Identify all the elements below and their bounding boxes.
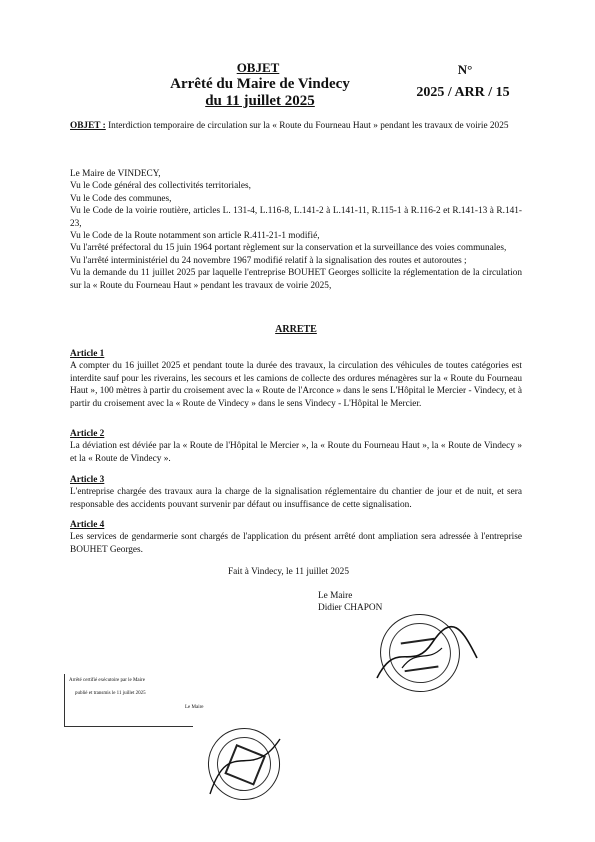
- article-3: [70, 474, 522, 511]
- document-title: Arrêté du Maire de Vindecy: [170, 76, 350, 92]
- object-block: [70, 120, 522, 132]
- object-text: Interdiction temporaire de circulation sur la « Route du Fourneau Haut » pendant les travaux de voirie 2025: [108, 121, 509, 131]
- preamble-line: Vu l'arrêté préfectoral du 15 juin 1964 portant règlement sur la conservation et la surveillance des voies communales,: [70, 243, 507, 254]
- preamble-line: Vu l'arrêté interministériel du 24 novembre 1967 modifié relatif à la signalisation des routes et autoroutes ;: [70, 255, 467, 266]
- object-label: OBJET :: [70, 121, 106, 131]
- certification-box: [64, 674, 204, 727]
- certification-signature: Le Maire: [185, 705, 204, 710]
- preamble-line: Vu le Code de la Route notamment son article R.411-21-1 modifié,: [70, 231, 320, 242]
- article-title: Article 2: [70, 429, 105, 439]
- arrete-heading: ARRETE: [275, 324, 317, 335]
- article-title: Article 1: [70, 349, 105, 359]
- number-label: N°: [457, 62, 473, 77]
- mayor-signature-icon: [372, 618, 482, 688]
- document-date: du 11 juillet 2025: [205, 93, 315, 109]
- preamble-line: Vu la demande du 11 juillet 2025 par laquelle l'entreprise BOUHET Georges sollicite la réglementation de la circulation sur la « Route du Fourneau Haut » pendant les travaux de voirie 2025,: [70, 268, 522, 291]
- preamble-line: Vu le Code des communes,: [70, 193, 172, 204]
- place-date: Fait à Vindecy, le 11 juillet 2025: [228, 567, 349, 577]
- article-text: Les services de gendarmerie sont chargés de l'application du présent arrêté dont ampliation sera adressée à l'entreprise BOUHET Georges.: [70, 532, 522, 555]
- certification-line: publié et transmis le 11 juillet 2025: [75, 691, 146, 696]
- preamble: [70, 168, 522, 292]
- preamble-line: Vu le Code général des collectivités territoriales,: [70, 181, 251, 192]
- objet-heading: OBJET: [236, 60, 280, 75]
- preamble-line: Le Maire de VINDECY,: [70, 169, 161, 179]
- article-text: A compter du 16 juillet 2025 et pendant toute la durée des travaux, la circulation des véhicules de toutes catégories est interdite sauf pour les riverains, les secours et les camions de collecte des ordures ménagères sur la « Route du Fourneau Haut », 100 mètres à partir du croisement avec la « Route de l'Arconce » dans le sens L'Hôpital le Mercier - Vindecy, et à partir du croisement avec la « Route de Vindecy » dans le sens Vindecy - L'Hôpital le Mercier.: [70, 361, 522, 409]
- preamble-line: Vu le Code de la voirie routière, articles L. 131-4, L.116-8, L.141-2 à L.141-11, R.115-1 à R.116-2 et R.141-13 à R.141-23,: [70, 206, 522, 229]
- article-text: La déviation est déviée par la « Route de l'Hôpital le Mercier », la « Route du Fourneau Haut », la « Route de Vindecy » et la « Route de Vindecy ».: [70, 441, 522, 464]
- article-4: [70, 519, 522, 556]
- stamp-scribble-icon: [200, 724, 290, 804]
- mayor-role: Le Maire: [318, 591, 353, 601]
- article-title: Article 4: [70, 520, 105, 530]
- mayor-name: Didier CHAPON: [318, 603, 383, 613]
- article-2: [70, 428, 522, 465]
- article-1: [70, 348, 522, 410]
- article-text: L'entreprise chargée des travaux aura la charge de la signalisation réglementaire du chantier de jour et de nuit, et sera responsable des accidents pouvant survenir par défaut ou insuffisance de cette signalisation.: [70, 487, 522, 510]
- article-title: Article 3: [70, 475, 105, 485]
- arrete-number: 2025 / ARR / 15: [416, 85, 510, 100]
- certification-line: Arrêté certifié exécutoire par le Maire: [69, 678, 145, 683]
